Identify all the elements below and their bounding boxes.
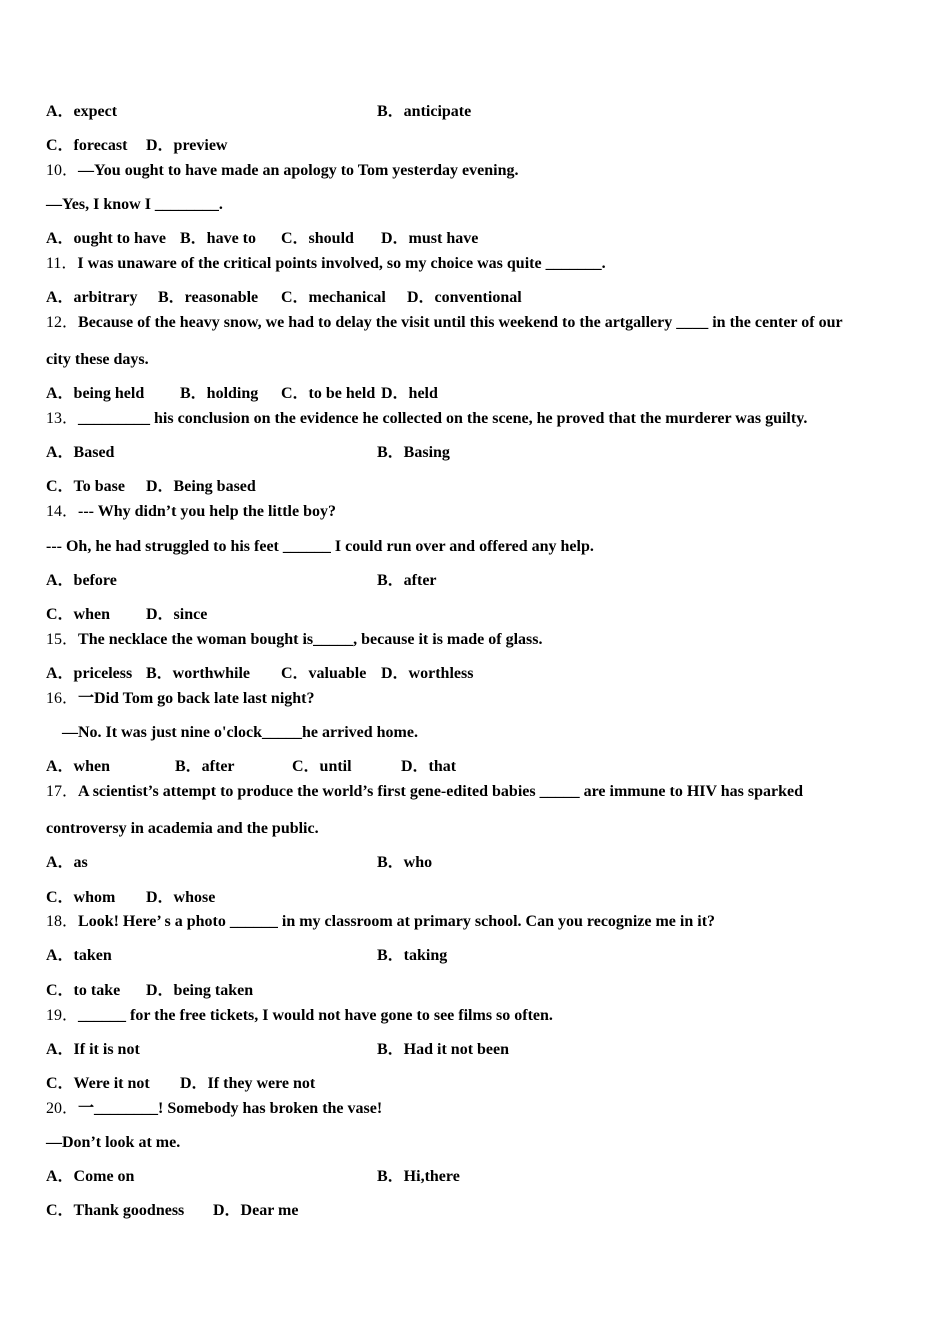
q19-stem-text: ______ for the free tickets, I would not have gone to see films so often. <box>78 1007 553 1024</box>
q18-option-c: C．to take <box>46 982 121 999</box>
q16-stem <box>46 689 315 709</box>
q14-stem <box>46 502 336 522</box>
q16-stem-text: 一Did Tom go back late last night? <box>78 690 315 707</box>
q13-stem-text: _________ his conclusion on the evidence he collected on the scene, he proved that the murderer was guilty. <box>78 410 808 427</box>
q10-stem-text: —You ought to have made an apology to Tom yesterday evening. <box>78 162 519 179</box>
q12-line2: city these days. <box>46 351 149 368</box>
q13-option-c: C．To base <box>46 478 125 495</box>
q20-option-d: D．Dear me <box>213 1202 299 1219</box>
q17-option-c: C．whom <box>46 889 116 906</box>
q20-stem-text: 一________! Somebody has broken the vase! <box>78 1100 383 1117</box>
q11-option-d: D．conventional <box>407 289 522 306</box>
q20-stem <box>46 1099 382 1119</box>
q18-option-a: A．taken <box>46 947 112 964</box>
q10-option-d: D．must have <box>381 230 479 247</box>
q16-option-b: B．after <box>175 758 235 775</box>
q17-number: 17． <box>46 783 79 800</box>
q17-option-d: D．whose <box>146 889 216 906</box>
q18-stem <box>46 912 715 932</box>
q19-option-a: A．If it is not <box>46 1041 140 1058</box>
q15-option-b: B．worthwhile <box>146 665 251 682</box>
q19-option-c: C．Were it not <box>46 1075 150 1092</box>
q11-option-b: B．reasonable <box>158 289 259 306</box>
q12-option-d: D．held <box>381 385 438 402</box>
q14-option-c: C．when <box>46 606 111 623</box>
q13-option-d: D．Being based <box>146 478 256 495</box>
q10-line2: —Yes, I know I ________. <box>46 196 223 213</box>
q14-option-a: A．before <box>46 572 117 589</box>
q16-option-c: C．until <box>292 758 352 775</box>
q10-option-a: A．ought to have <box>46 230 167 247</box>
q12-option-c: C．to be held <box>281 385 376 402</box>
q17-option-b: B．who <box>377 854 433 871</box>
q18-option-d: D．being taken <box>146 982 254 999</box>
q19-option-d: D．If they were not <box>180 1075 316 1092</box>
q9-option-d: D．preview <box>146 137 228 154</box>
q18-option-b: B．taking <box>377 947 448 964</box>
q15-stem <box>46 630 542 650</box>
q9-option-b: B．anticipate <box>377 103 472 120</box>
q14-line2: --- Oh, he had struggled to his feet ______ I could run over and offered any help. <box>46 538 594 555</box>
q10-stem <box>46 161 519 181</box>
q15-option-a: A．priceless <box>46 665 133 682</box>
q19-option-b: B．Had it not been <box>377 1041 510 1058</box>
q14-option-b: B．after <box>377 572 437 589</box>
q14-option-d: D．since <box>146 606 208 623</box>
q15-option-c: C．valuable <box>281 665 367 682</box>
q11-option-c: C．mechanical <box>281 289 386 306</box>
q16-line2: —No. It was just nine o'clock_____he arrived home. <box>62 724 418 741</box>
q16-option-a: A．when <box>46 758 111 775</box>
q11-number: 11． <box>46 255 78 272</box>
q10-number: 10． <box>46 162 79 179</box>
q11-option-a: A．arbitrary <box>46 289 138 306</box>
q20-line2: —Don’t look at me. <box>46 1134 181 1151</box>
q11-stem-text: I was unaware of the critical points involved, so my choice was quite _______. <box>77 255 606 272</box>
q11-stem <box>46 254 606 274</box>
q18-stem-text: Look! Here’ s a photo ______ in my classroom at primary school. Can you recognize me in it? <box>78 913 716 930</box>
q12-option-b: B．holding <box>180 385 259 402</box>
q10-option-b: B．have to <box>180 230 257 247</box>
q19-stem <box>46 1006 553 1026</box>
q16-number: 16． <box>46 690 79 707</box>
q20-option-a: A．Come on <box>46 1168 135 1185</box>
q13-stem <box>46 409 807 429</box>
q15-stem-text: The necklace the woman bought is_____, because it is made of glass. <box>78 631 543 648</box>
q12-option-a: A．being held <box>46 385 145 402</box>
q10-option-c: C．should <box>281 230 354 247</box>
q17-stem-text: A scientist’s attempt to produce the world’s first gene-edited babies _____ are immune to HIV has sparked <box>78 783 804 800</box>
q12-stem-text: Because of the heavy snow, we had to delay the visit until this weekend to the artgallery ____ in the center of our <box>78 314 843 331</box>
q16-option-d: D．that <box>401 758 457 775</box>
q12-stem <box>46 313 843 333</box>
q9-option-a: A．expect <box>46 103 118 120</box>
q15-option-d: D．worthless <box>381 665 474 682</box>
q19-number: 19． <box>46 1007 79 1024</box>
q17-stem <box>46 782 803 802</box>
q17-option-a: A．as <box>46 854 88 871</box>
q18-number: 18． <box>46 913 79 930</box>
q13-option-a: A．Based <box>46 444 115 461</box>
q13-option-b: B．Basing <box>377 444 450 461</box>
q20-number: 20． <box>46 1100 79 1117</box>
q20-option-c: C．Thank goodness <box>46 1202 185 1219</box>
q17-line2: controversy in academia and the public. <box>46 820 319 837</box>
q15-number: 15． <box>46 631 79 648</box>
q14-stem-text: --- Why didn’t you help the little boy? <box>78 503 336 520</box>
q9-option-c: C．forecast <box>46 137 128 154</box>
q12-number: 12． <box>46 314 79 331</box>
q14-number: 14． <box>46 503 79 520</box>
q13-number: 13． <box>46 410 79 427</box>
q20-option-b: B．Hi,there <box>377 1168 460 1185</box>
